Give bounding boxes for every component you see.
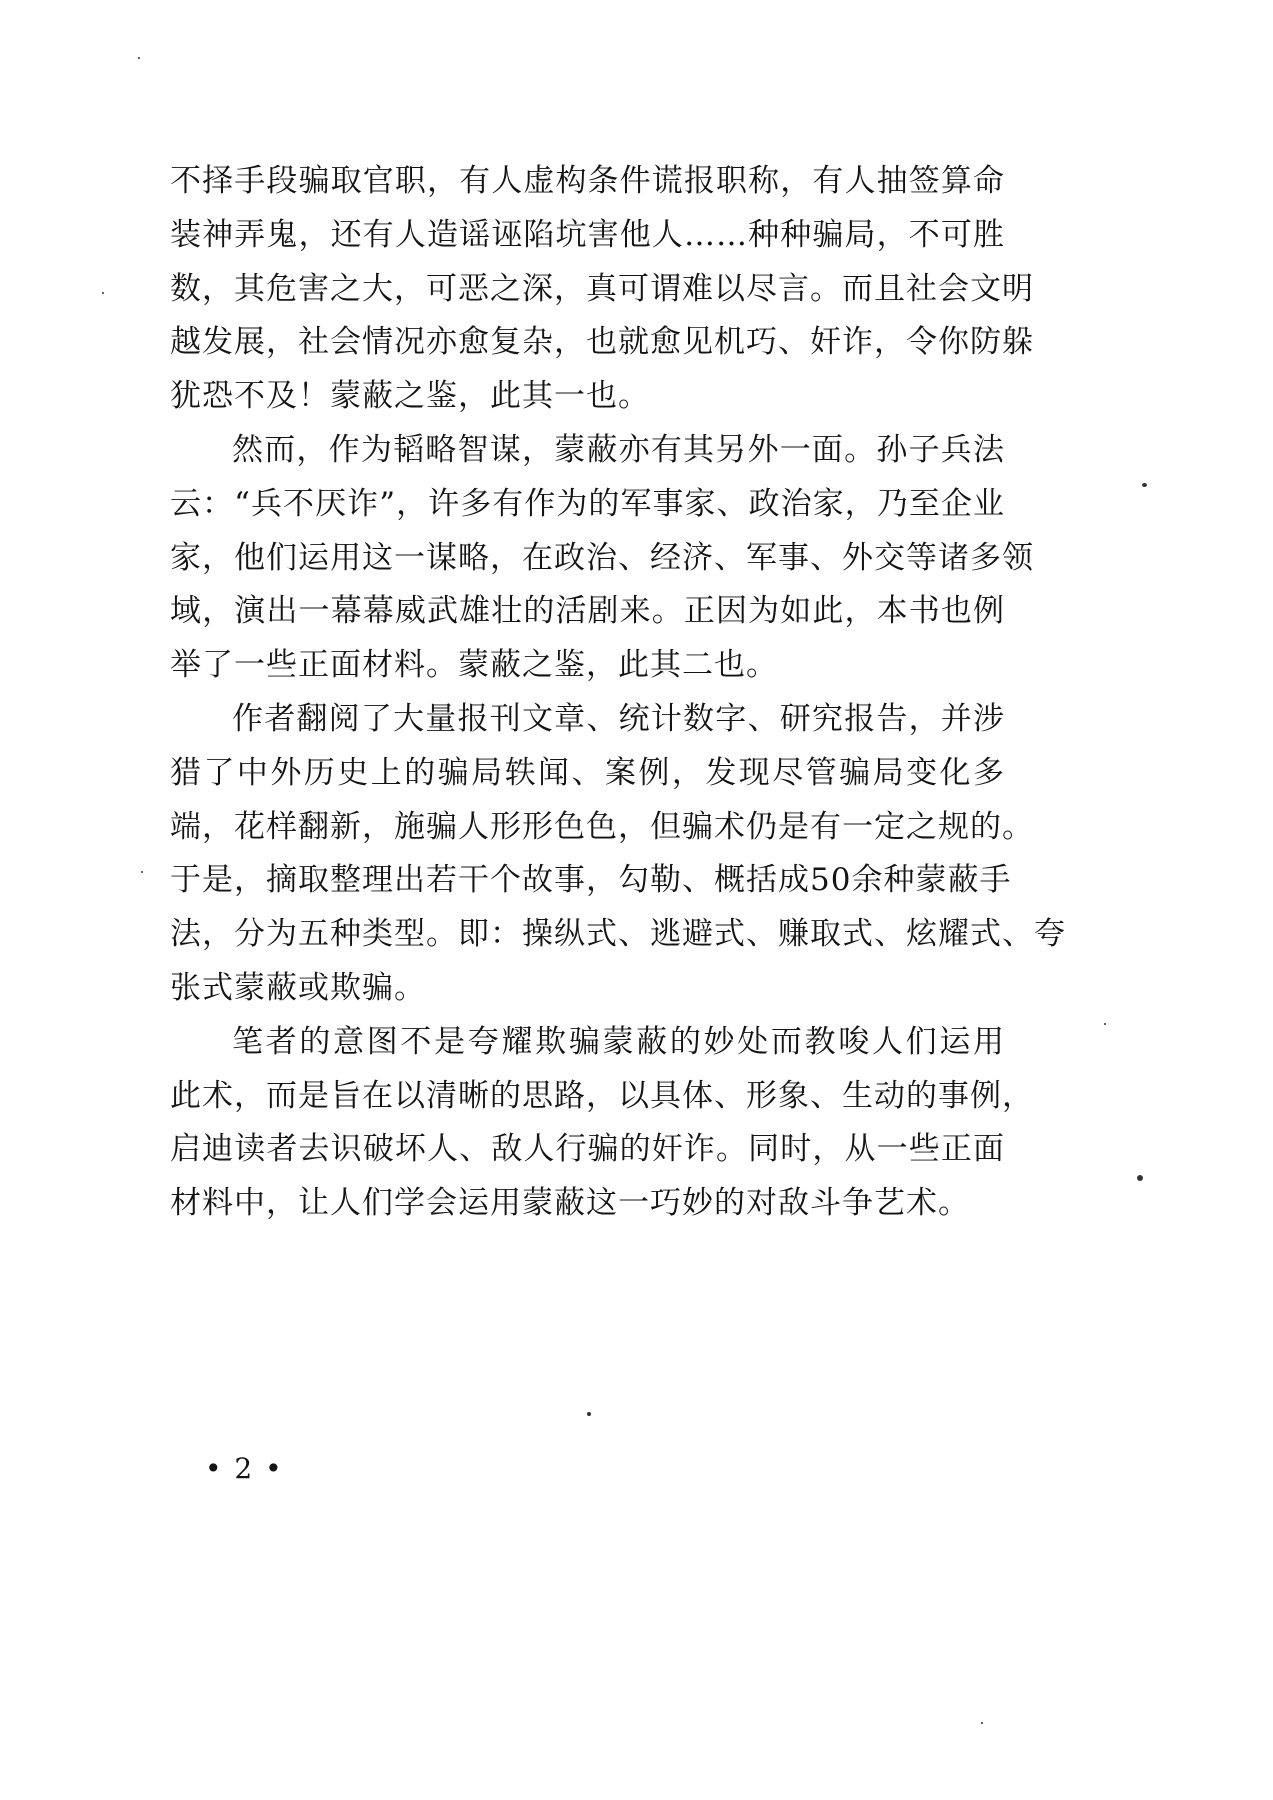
text-line: 犹恐不及！蒙蔽之鉴，此其一也。 bbox=[170, 378, 650, 415]
text-line: 云：“兵不厌诈”，许多有作为的军事家、政治家，乃至企业 bbox=[170, 485, 1005, 522]
scan-speck bbox=[102, 292, 104, 294]
text-line: 装神弄鬼，还有人造谣诬陷坑害他人……种种骗局，不可胜 bbox=[170, 216, 1005, 253]
body-text bbox=[170, 155, 1066, 1231]
paragraph-4 bbox=[170, 1016, 1034, 1231]
text-line: 法，分为五种类型。即：操纵式、逃避式、赚取式、炫耀式、夸 bbox=[170, 916, 1066, 953]
text-line: 数，其危害之大，可恶之深，真可谓难以尽言。而且社会文明 bbox=[170, 270, 1034, 307]
text-line: 作者翻阅了大量报刊文章、统计数字、研究报告，并涉 bbox=[232, 700, 1005, 737]
text-line: 然而，作为韬略智谋，蒙蔽亦有其另外一面。孙子兵法 bbox=[232, 431, 1005, 468]
paragraph-1 bbox=[170, 155, 1034, 424]
scan-speck bbox=[141, 871, 143, 873]
scan-speck bbox=[1137, 1175, 1143, 1181]
text-line: 越发展，社会情况亦愈复杂，也就愈见机巧、奸诈，令你防躲 bbox=[170, 324, 1034, 361]
paragraph-3 bbox=[170, 693, 1066, 1016]
text-line: 张式蒙蔽或欺骗。 bbox=[170, 969, 426, 1006]
text-line: 猎了中外历史上的骗局轶闻、案例，发现尽管骗局变化多 bbox=[170, 754, 1005, 791]
text-line: 启迪读者去识破坏人、敌人行骗的奸诈。同时，从一些正面 bbox=[170, 1131, 1005, 1168]
paragraph-2 bbox=[170, 424, 1034, 693]
text-line: 不择手段骗取官职，有人虚构条件谎报职称，有人抽签算命 bbox=[170, 163, 1005, 199]
text-line: 于是，摘取整理出若干个故事，勾勒、概括成50余种蒙蔽手 bbox=[170, 862, 1012, 899]
scan-speck bbox=[138, 57, 140, 59]
text-line: 家，他们运用这一谋略，在政治、经济、军事、外交等诸多领 bbox=[170, 539, 1034, 576]
scan-speck bbox=[587, 1412, 591, 1416]
text-line: 举了一些正面材料。蒙蔽之鉴，此其二也。 bbox=[170, 647, 778, 684]
text-line: 材料中，让人们学会运用蒙蔽这一巧妙的对敌斗争艺术。 bbox=[170, 1185, 970, 1222]
scan-speck bbox=[1104, 1023, 1106, 1025]
page-number: • 2 • bbox=[205, 1452, 284, 1485]
text-line: 域，演出一幕幕威武雄壮的活剧来。正因为如此，本书也例 bbox=[170, 593, 1005, 630]
text-line: 笔者的意图不是夸耀欺骗蒙蔽的妙处而教唆人们运用 bbox=[232, 1023, 1005, 1060]
scan-speck bbox=[1142, 483, 1147, 487]
text-line: 端，花样翻新，施骗人形形色色，但骗术仍是有一定之规的。 bbox=[170, 808, 1034, 845]
text-line: 此术，而是旨在以清晰的思路，以具体、形象、生动的事例， bbox=[170, 1077, 1034, 1114]
scan-speck bbox=[981, 1722, 983, 1724]
